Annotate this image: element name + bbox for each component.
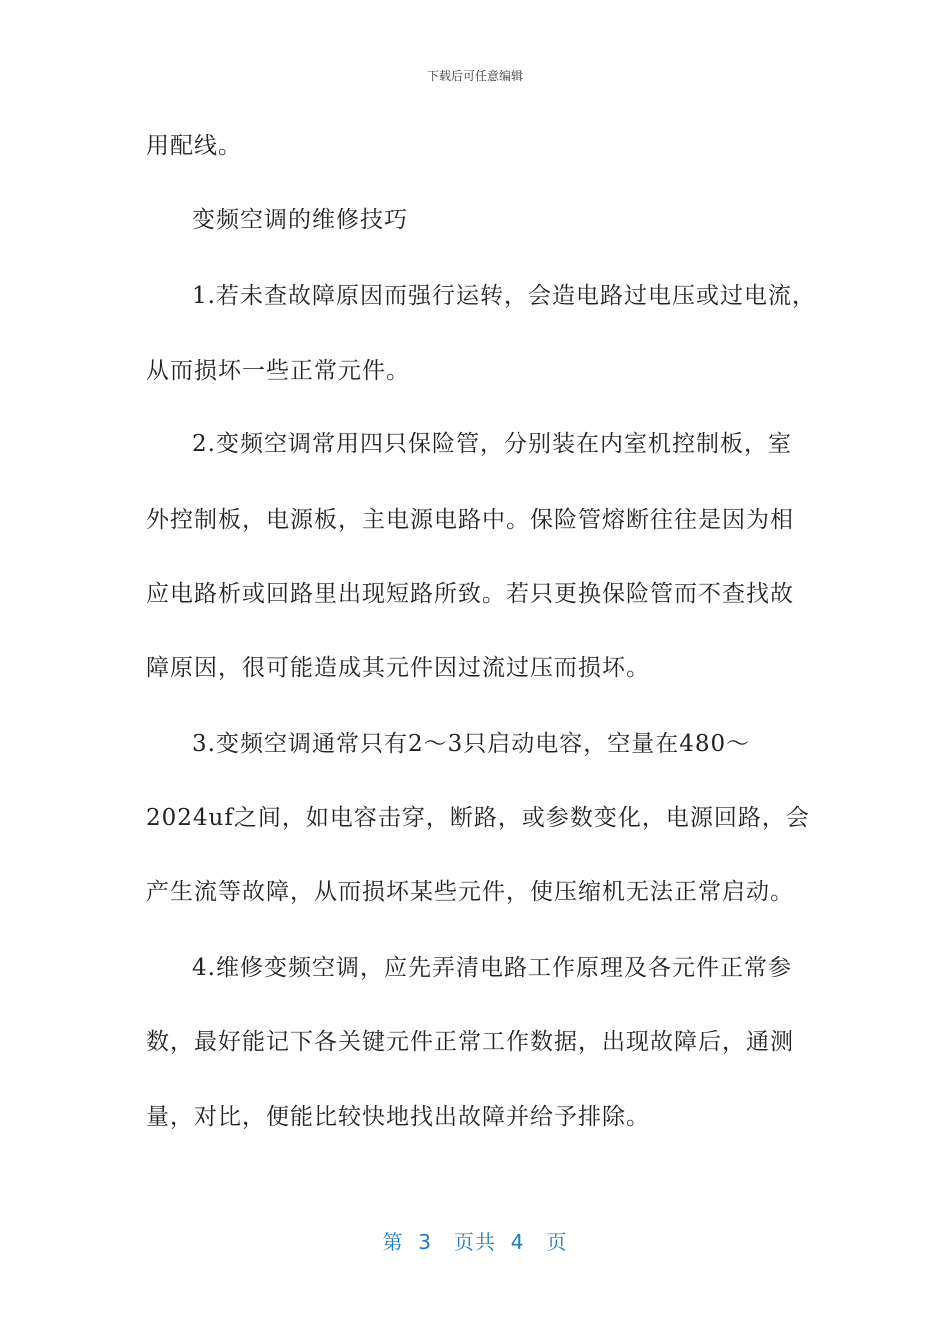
page-label-suffix: 页 <box>546 1230 568 1254</box>
page-label-middle: 页共 <box>454 1230 496 1254</box>
body-line: 产生流等故障，从而损坏某些元件，使压缩机无法正常启动。 <box>146 879 794 905</box>
page-footer <box>0 1226 950 1255</box>
body-line: 外控制板，电源板，主电源电路中。保险管熔断往往是因为相 <box>146 507 794 533</box>
total-page-number: 4 <box>510 1230 525 1254</box>
body-line: 2024uf之间，如电容击穿，断路，或参数变化，电源回路，会 <box>146 805 810 831</box>
body-line: 4.维修变频空调，应先弄清电路工作原理及各元件正常参 <box>192 955 792 981</box>
section-heading: 变频空调的维修技巧 <box>192 207 408 233</box>
body-line: 量，对比，便能比较快地找出故障并给予排除。 <box>146 1104 650 1130</box>
page-label-prefix: 第 <box>382 1230 404 1254</box>
body-line: 用配线。 <box>146 133 242 159</box>
header-note: 下载后可任意编辑 <box>426 69 523 83</box>
body-line: 应电路析或回路里出现短路所致。若只更换保险管而不查找故 <box>146 581 794 607</box>
body-line: 3.变频空调通常只有2～3只启动电容，空量在480～ <box>192 731 751 757</box>
body-line: 数，最好能记下各关键元件正常工作数据，出现故障后，通测 <box>146 1029 794 1055</box>
body-line: 1.若未查故障原因而强行运转，会造电路过电压或过电流， <box>192 283 816 309</box>
body-line: 2.变频空调常用四只保险管，分别装在内室机控制板，室 <box>192 431 792 457</box>
body-line: 从而损坏一些正常元件。 <box>146 358 410 384</box>
current-page-number: 3 <box>418 1230 432 1254</box>
body-line: 障原因，很可能造成其元件因过流过压而损坏。 <box>146 655 650 681</box>
